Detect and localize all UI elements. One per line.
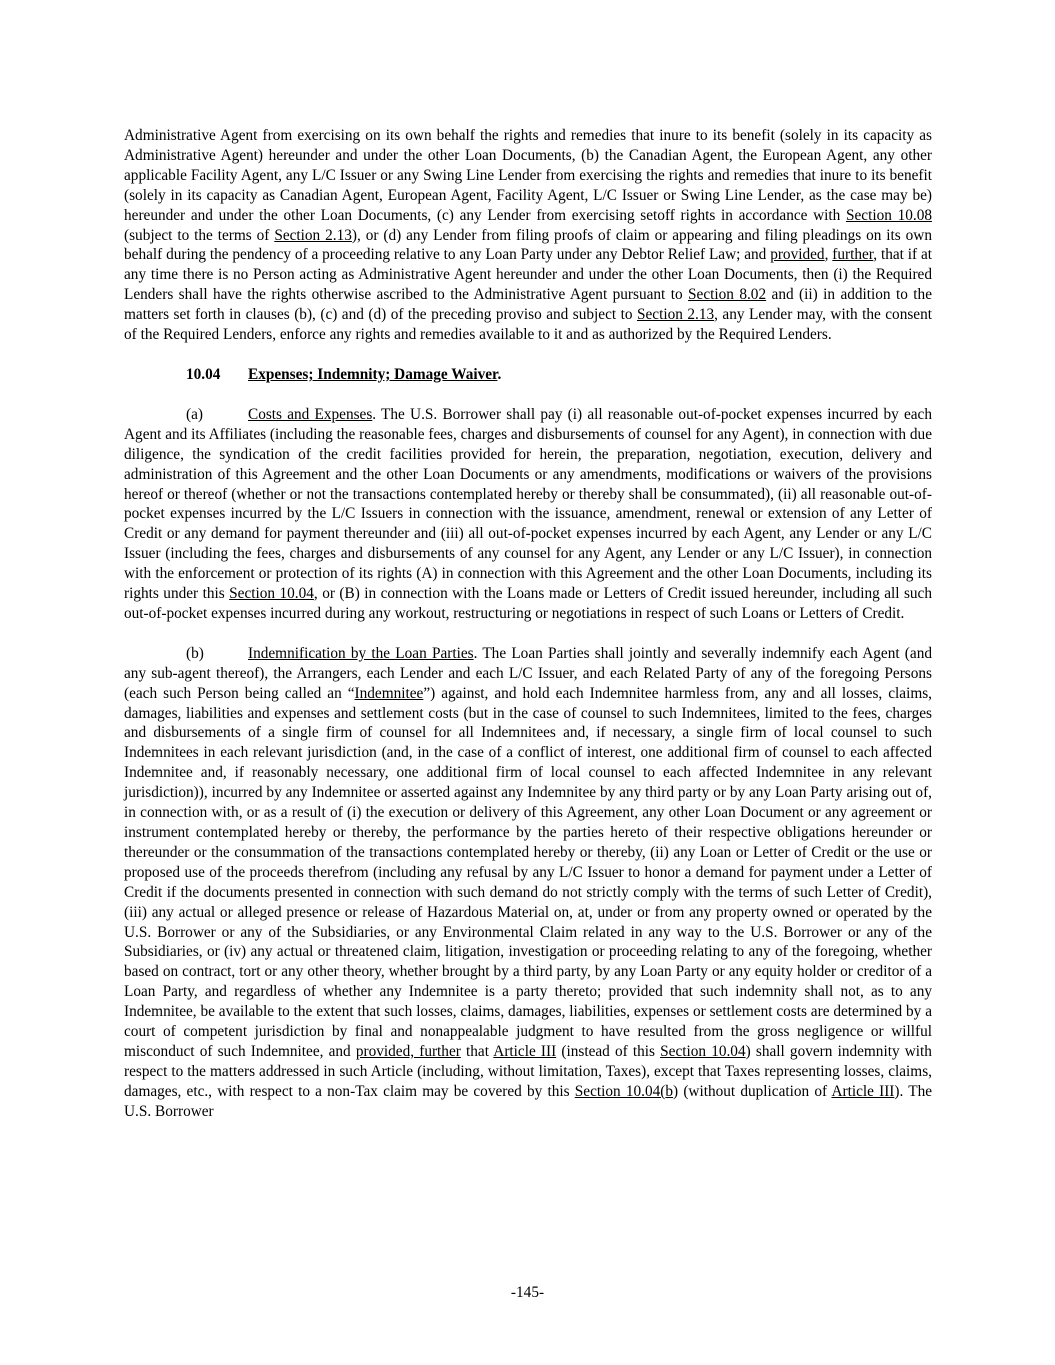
cross-reference: Article III [831,1082,895,1100]
text-run: . The Loan Parties shall jointly and severally indemnify each Agent (and any sub-agent thereof), the Arrangers, each Lender and each L/C Issuer, and each Related Party of any of the foregoing Persons (each such Person being called an “ [124,644,932,702]
text-run: , any Lender may, with the consent of the Required Lenders, enforce any rights and remedies available to it and as authorized by the Required Lenders. [124,306,932,344]
paragraph-costs-and-expenses [124,405,932,624]
section-number: 10.04 [186,365,221,383]
text-run: , that if at any time there is no Person acting as Administrative Agent hereunder and under the other Loan Documents, then (i) the Required Lenders shall have the rights otherwise ascribed to the Administrative Agent pursuant to [124,246,932,304]
spacer [124,624,932,644]
spacer [124,385,932,405]
cross-reference: Section 2.13 [274,226,352,244]
text-run: ) [673,1082,679,1100]
defined-term: Indemnitee [354,684,424,702]
emphasis-provided: provided [770,246,825,264]
emphasis-further: further [832,246,874,264]
text-run: ). The U.S. Borrower [124,1082,933,1120]
clause-title: Indemnification by the Loan Parties [248,644,474,662]
clause-label: (b) [186,644,204,662]
text-run: , [824,246,833,264]
document-page [124,126,932,1122]
text-run: (without duplication of [678,1082,832,1100]
spacer [124,345,932,365]
cross-reference: Article III [493,1042,557,1060]
cross-reference: Section 10.04( [574,1082,666,1100]
text-run: ”) against, and hold each Indemnitee harmless from, any and all losses, claims, damages, liabilities and expenses and settlement costs (but in the case of counsel to such Indemnitees, limited to the fees, charges and disbursements of a single firm of counsel for all Indemnitees and, if necessary, a single firm of local counsel to such Indemnitees in each relevant jurisdiction (and, in the case of a conflict of interest, one additional firm of counsel to each affected Indemnitee and, if reasonably necessary, one additional firm of local counsel to each affected Indemnitee in any relevant jurisdiction)), incurred by any Indemnitee or asserted against any Indemnitee by any third party or by any Loan Party arising out of, in connection with, or as a result of (i) the execution or delivery of this Agreement, any other Loan Document or any agreement or instrument contemplated hereby or thereby, the performance by the parties hereto of their respective obligations hereunder or thereunder or the consummation of the transactions contemplated hereby or thereby, (ii) any Loan or Letter of Credit or the use or proposed use of the proceeds therefrom (including any refusal by any L/C Issuer to honor a demand for payment under a Letter of Credit if the documents presented in connection with such demand do not strictly comply with the terms of such Letter of Credit), (iii) any actual or alleged presence or release of Hazardous Material on, at, under or from any property owned or operated by the U.S. Borrower or any of the Subsidiaries, or any Environmental Claim related in any way to the U.S. Borrower or any of the Subsidiaries, or (iv) any actual or threatened claim, litigation, investigation or proceeding relating to any of the foregoing, whether based on contract, tort or any other theory, whether brought by a third party, by any Loan Party or any equity holder or creditor of a Loan Party, and regardless of whether any Indemnitee is a party thereto; provided that such indemnity shall not, as to any Indemnitee, be available to the extent that such losses, claims, damages, liabilities, expenses or settlement costs are determined by a court of competent jurisdiction by final and nonappealable judgment to have resulted from the gross negligence or willful misconduct of such Indemnitee, and [124,684,933,1060]
clause-label: (a) [186,405,203,423]
text-run: (subject to the terms of [124,226,275,244]
cross-reference: Section 8.02 [688,286,767,304]
cross-reference: Section 10.04 [229,585,314,603]
text-run: that [460,1042,494,1060]
emphasis-provided-further: provided, further [355,1042,461,1060]
text-run: and (ii) in addition to the matters set forth in clauses (b), (c) and (d) of the preceding proviso and subject to [124,286,932,324]
text-run: ) shall govern indemnity with respect to the matters addressed in such Article (including, without limitation, Taxes), except that Taxes representing losses, claims, damages, etc., with respect to a non-Tax claim may be covered by this [124,1042,932,1100]
section-title: Expenses; Indemnity; Damage Waiver [248,365,498,383]
page-number: -145- [510,1284,545,1301]
cross-reference: Section 10.08 [846,206,932,224]
text-run: , or (B) in connection with the Loans made or Letters of Credit issued hereunder, including all such out-of-pocket expenses incurred during any workout, restructuring or negotiations in respect of such Loans or Letters of Credit. [124,585,932,622]
cross-reference: Section 2.13 [636,306,715,324]
text-run: . [497,365,502,383]
section-heading [124,365,932,385]
text-run: (instead of this [556,1042,661,1060]
paragraph-indemnification [124,644,932,1122]
clause-title: Costs and Expenses [248,405,373,423]
text-run: ), or (d) any Lender from filing proofs of claim or appearing and filing pleadings on its own behalf during the pendency of a proceeding relative to any Loan Party under any Debtor Relief Law; and [124,226,933,264]
paragraph-continuation [124,126,932,345]
cross-reference: Section 10.04 [660,1042,746,1060]
cross-reference: b [665,1082,674,1100]
text-run: . The U.S. Borrower shall pay (i) all reasonable out-of-pocket expenses incurred by each Agent and its Affiliates (including the reasonable fees, charges and disbursements of counsel for any Agent), in connection with due diligence, the syndication of the credit facilities provided for herein, the preparation, negotiation, execution, delivery and administration of this Agreement and the other Loan Documents or any amendments, modifications or waivers of the provisions hereof or thereof (whether or not the transactions contemplated hereby or thereby shall be consummated), (ii) all reasonable out-of-pocket expenses incurred by the L/C Issuers in connection with the issuance, amendment, renewal or extension of any Letter of Credit or any demand for payment thereunder and (iii) all out-of-pocket expenses incurred by each Agent, any Lender or any L/C Issuer (including the fees, charges and disbursements of any counsel for any Agent, any Lender or any L/C Issuer), in connection with the enforcement or protection of its rights (A) in connection with this Agreement and the other Loan Documents, including its rights under this [124,405,932,603]
text-run: Administrative Agent from exercising on its own behalf the rights and remedies that inure to its benefit (solely in its capacity as Administrative Agent) hereunder and under the other Loan Documents, (b) the Canadian Agent, the European Agent, any other applicable Facility Agent, any L/C Issuer or any Swing Line Lender from exercising the rights and remedies that inure to its benefit (solely in its capacity as Canadian Agent, European Agent, Facility Agent, L/C Issuer or Swing Line Lender, as the case may be) hereunder and under the other Loan Documents, (c) any Lender from exercising setoff rights in accordance with [124,127,932,224]
